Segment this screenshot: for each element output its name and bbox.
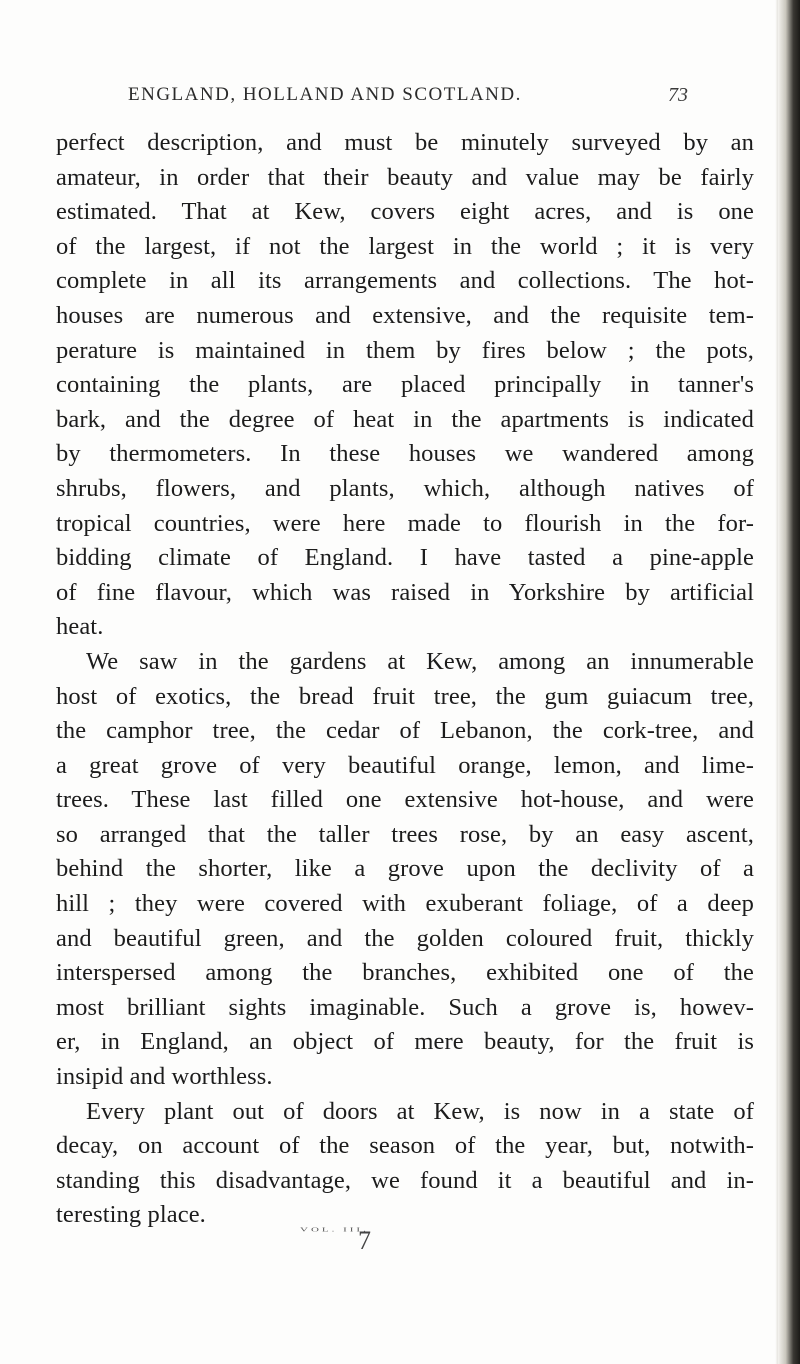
text-line: complete in all its arrangements and collections. The hot- — [56, 267, 754, 295]
text-line: heat. — [56, 613, 104, 641]
text-line: trees. These last filled one extensive hot-house, and were — [56, 786, 754, 814]
text-line: most brilliant sights imaginable. Such a grove is, howev- — [56, 993, 754, 1021]
text-line: bidding climate of England. I have tasted a pine-apple — [56, 544, 754, 572]
text-line: perature is maintained in them by fires below ; the pots, — [56, 336, 754, 364]
text-line: houses are numerous and extensive, and the requisite tem- — [56, 301, 754, 329]
signature-number: 7 — [358, 1226, 371, 1255]
text-line: bark, and the degree of heat in the apartments is indicated — [56, 405, 754, 433]
text-line: Every plant out of doors at Kew, is now in a state of — [86, 1097, 754, 1125]
body-text — [56, 126, 754, 1233]
text-line: estimated. That at Kew, covers eight acres, and is one — [56, 198, 754, 226]
text-line: insipid and worthless. — [56, 1063, 273, 1091]
page-header — [0, 84, 780, 114]
text-line: host of exotics, the bread fruit tree, the gum guiacum tree, — [56, 682, 754, 710]
text-line: shrubs, flowers, and plants, which, although natives of — [56, 474, 754, 502]
text-line: containing the plants, are placed principally in tanner's — [56, 371, 754, 399]
text-line: standing this disadvantage, we found it a beautiful and in- — [56, 1166, 754, 1194]
text-line: decay, on account of the season of the year, but, notwith- — [56, 1132, 754, 1160]
text-line: of the largest, if not the largest in the world ; it is very — [56, 232, 754, 260]
text-line: behind the shorter, like a grove upon the declivity of a — [56, 855, 754, 883]
text-line: and beautiful green, and the golden coloured fruit, thickly — [56, 924, 754, 952]
text-line: tropical countries, were here made to flourish in the for- — [56, 509, 754, 537]
text-line: interspersed among the branches, exhibited one of the — [56, 959, 754, 987]
page-footer — [300, 1226, 500, 1256]
text-line: a great grove of very beautiful orange, lemon, and lime- — [56, 751, 754, 779]
text-line: hill ; they were covered with exuberant foliage, of a deep — [56, 890, 754, 918]
text-line: amateur, in order that their beauty and value may be fairly — [56, 163, 754, 191]
text-line: er, in England, an object of mere beauty, for the fruit is — [56, 1028, 754, 1056]
book-gutter — [778, 0, 800, 1364]
text-line: teresting place. — [56, 1201, 206, 1229]
text-line: the camphor tree, the cedar of Lebanon, the cork-tree, and — [56, 717, 754, 745]
text-line: perfect description, and must be minutely surveyed by an — [56, 129, 754, 156]
signature-mark: VOL. III. — [300, 1226, 369, 1234]
text-line: of fine flavour, which was raised in Yorkshire by artificial — [56, 578, 754, 606]
text-line: We saw in the gardens at Kew, among an innumerable — [86, 647, 754, 675]
text-line: by thermometers. In these houses we wandered among — [56, 440, 754, 468]
running-head: ENGLAND, HOLLAND AND SCOTLAND. — [128, 84, 522, 105]
page-number: 73 — [668, 84, 688, 106]
text-line: so arranged that the taller trees rose, by an easy ascent, — [56, 820, 754, 848]
